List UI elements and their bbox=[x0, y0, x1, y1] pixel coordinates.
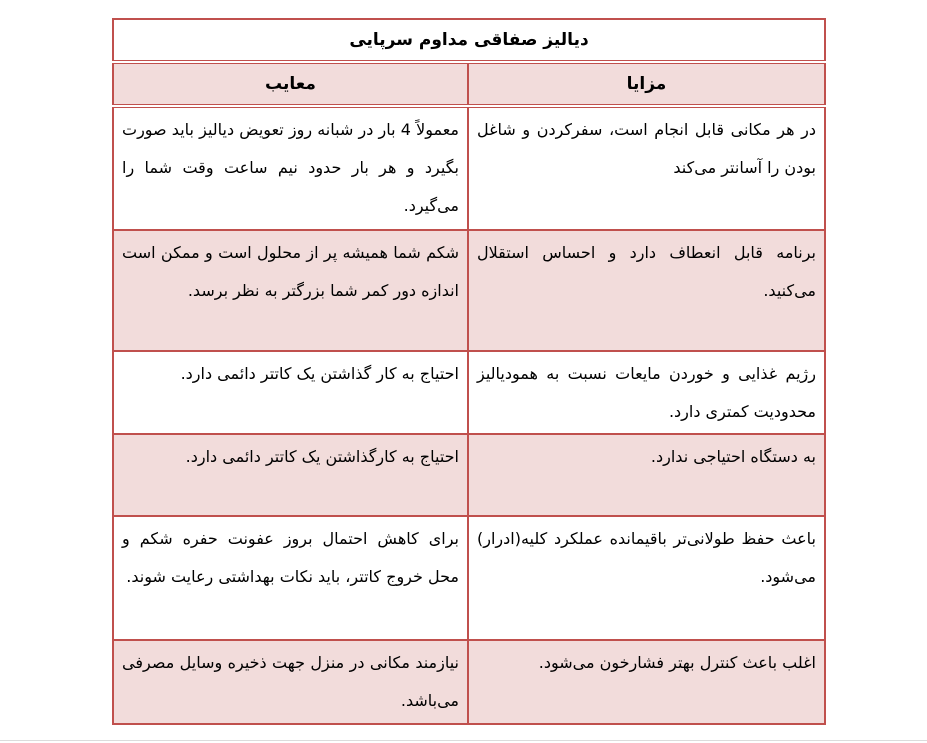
header-disadvantages: معایب bbox=[113, 62, 468, 106]
table-row bbox=[113, 434, 825, 516]
disadvantage-cell: نیازمند مکانی در منزل جهت ذخیره وسایل مصرفی می‌باشد. bbox=[113, 640, 468, 724]
advantage-cell: به دستگاه احتیاجی ندارد. bbox=[468, 434, 825, 516]
advantage-cell: در هر مکانی قابل انجام است، سفرکردن و شاغل بودن را آسانتر می‌کند bbox=[468, 106, 825, 230]
table-row bbox=[113, 516, 825, 640]
disadvantage-cell: احتیاج به کارگذاشتن یک کاتتر دائمی دارد. bbox=[113, 434, 468, 516]
table-row bbox=[113, 351, 825, 434]
table-row bbox=[113, 230, 825, 351]
table-title: دیالیز صفاقی مداوم سرپایی bbox=[113, 19, 825, 62]
disadvantage-cell: برای کاهش احتمال بروز عفونت حفره شکم و محل خروج کاتتر، باید نکات بهداشتی رعایت شوند. bbox=[113, 516, 468, 640]
comparison-table bbox=[112, 18, 826, 725]
disadvantage-cell: احتیاج به کار گذاشتن یک کاتتر دائمی دارد. bbox=[113, 351, 468, 434]
table-row bbox=[113, 640, 825, 724]
advantage-cell: رژیم غذایی و خوردن مایعات نسبت به همودیالیز محدودیت کمتری دارد. bbox=[468, 351, 825, 434]
disadvantage-cell: شکم شما همیشه پر از محلول است و ممکن است اندازه دور کمر شما بزرگتر به نظر برسد. bbox=[113, 230, 468, 351]
header-advantages: مزایا bbox=[468, 62, 825, 106]
page-bottom-divider bbox=[0, 740, 927, 741]
advantage-cell: برنامه قابل انعطاف دارد و احساس استقلال می‌کنید. bbox=[468, 230, 825, 351]
advantage-cell: باعث حفظ طولانی‌تر باقیمانده عملکرد کلیه(ادرار) می‌شود. bbox=[468, 516, 825, 640]
title-row bbox=[113, 19, 825, 62]
header-row bbox=[113, 62, 825, 106]
disadvantage-cell: معمولاً 4 بار در شبانه روز تعویض دیالیز باید صورت بگیرد و هر بار حدود نیم ساعت وقت شما را می‌گیرد. bbox=[113, 106, 468, 230]
table-row bbox=[113, 106, 825, 230]
advantage-cell: اغلب باعث کنترل بهتر فشارخون می‌شود. bbox=[468, 640, 825, 724]
